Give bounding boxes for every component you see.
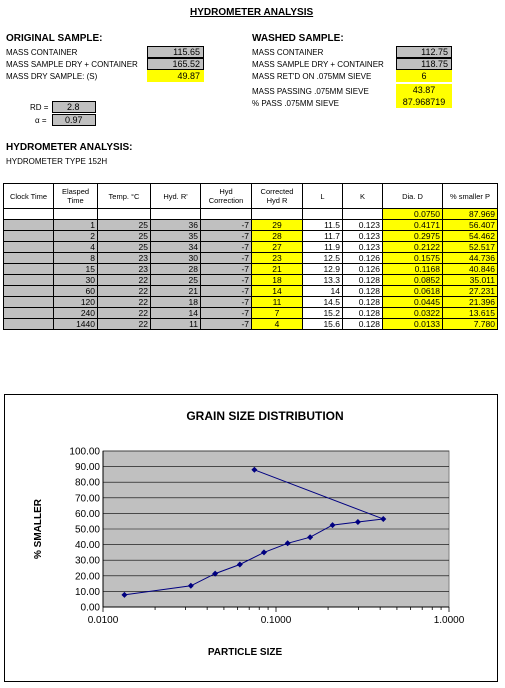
- table-cell-temp[interactable]: 22: [98, 297, 151, 308]
- table-cell-time[interactable]: 1440: [54, 319, 98, 330]
- table-cell: [4, 209, 54, 220]
- col-header-k: K: [343, 184, 383, 209]
- y-axis-label: % SMALLER: [33, 499, 44, 559]
- col-header-corrected-hyd-r: Corrected Hyd R: [252, 184, 303, 209]
- grain-size-chart: [5, 395, 497, 681]
- table-cell-corrected: 23: [252, 253, 303, 264]
- table-cell-corr[interactable]: -7: [201, 253, 252, 264]
- table-cell-hyd[interactable]: 21: [151, 286, 201, 297]
- table-cell-hyd[interactable]: 34: [151, 242, 201, 253]
- table-cell-clock-time[interactable]: [4, 297, 54, 308]
- table-cell-temp[interactable]: 22: [98, 275, 151, 286]
- y-tick-label: 10.00: [74, 586, 100, 598]
- table-cell-corrected: 18: [252, 275, 303, 286]
- table-cell-hyd[interactable]: 11: [151, 319, 201, 330]
- table-cell-dia: 0.4171: [383, 220, 443, 231]
- table-cell-k: 0.126: [343, 253, 383, 264]
- table-cell-temp[interactable]: 23: [98, 253, 151, 264]
- table-cell-corr[interactable]: -7: [201, 319, 252, 330]
- rd-label: RD =: [30, 103, 49, 112]
- table-cell-clock-time[interactable]: [4, 242, 54, 253]
- y-tick-label: 70.00: [74, 493, 100, 505]
- table-cell-clock-time[interactable]: [4, 253, 54, 264]
- table-cell-hyd[interactable]: 25: [151, 275, 201, 286]
- col-header-l: L: [303, 184, 343, 209]
- table-cell-clock-time[interactable]: [4, 319, 54, 330]
- table-cell-l: 15.2: [303, 308, 343, 319]
- table-cell-corrected: 21: [252, 264, 303, 275]
- table-cell-time[interactable]: 60: [54, 286, 98, 297]
- table-cell-hyd[interactable]: 30: [151, 253, 201, 264]
- table-cell-corr[interactable]: -7: [201, 297, 252, 308]
- table-cell-temp[interactable]: 22: [98, 308, 151, 319]
- table-cell-clock-time[interactable]: [4, 264, 54, 275]
- table-cell-corr[interactable]: -7: [201, 286, 252, 297]
- table-cell-corrected: 28: [252, 231, 303, 242]
- table-cell-l: 12.9: [303, 264, 343, 275]
- table-row: [4, 231, 498, 242]
- original-mass-sample-label: MASS SAMPLE DRY + CONTAINER: [6, 60, 138, 69]
- table-cell-temp[interactable]: 25: [98, 242, 151, 253]
- x-axis-label: PARTICLE SIZE: [207, 647, 283, 658]
- table-cell-pct: 44.736: [443, 253, 498, 264]
- col-header-hyd-r: Hyd. R': [151, 184, 201, 209]
- table-cell-dia: 0.0618: [383, 286, 443, 297]
- table-cell-corrected: 29: [252, 220, 303, 231]
- table-cell-dia: 0.0322: [383, 308, 443, 319]
- chart-frame: [4, 394, 498, 682]
- table-cell-l: 13.3: [303, 275, 343, 286]
- y-tick-label: 60.00: [74, 508, 100, 520]
- table-cell-temp[interactable]: 25: [98, 231, 151, 242]
- col-header-pct-smaller: % smaller P: [443, 184, 498, 209]
- table-cell-k: 0.128: [343, 275, 383, 286]
- washed-mass-container-value[interactable]: 112.75: [396, 46, 452, 58]
- table-cell-pct: 52.517: [443, 242, 498, 253]
- table-cell-dia: 0.0133: [383, 319, 443, 330]
- table-cell: [54, 209, 98, 220]
- col-header-clock-time: Clock Time: [4, 184, 54, 209]
- table-cell-corrected: 4: [252, 319, 303, 330]
- table-cell-k: 0.128: [343, 297, 383, 308]
- table-row: [4, 286, 498, 297]
- original-mass-sample-value[interactable]: 165.52: [147, 58, 204, 70]
- table-cell-corr[interactable]: -7: [201, 264, 252, 275]
- table-cell-corr[interactable]: -7: [201, 231, 252, 242]
- table-cell-time[interactable]: 8: [54, 253, 98, 264]
- table-cell-dia: 0.0445: [383, 297, 443, 308]
- table-header-row: [4, 184, 498, 209]
- table-cell-temp[interactable]: 23: [98, 264, 151, 275]
- table-cell-pct: 21.396: [443, 297, 498, 308]
- table-cell-temp[interactable]: 25: [98, 220, 151, 231]
- table-cell-temp[interactable]: 22: [98, 319, 151, 330]
- washed-pct-pass-value: 87.968719: [396, 96, 452, 108]
- washed-mass-sample-value[interactable]: 118.75: [396, 58, 452, 70]
- original-sample-heading: ORIGINAL SAMPLE:: [6, 33, 103, 44]
- x-tick-label: 0.0100: [87, 615, 119, 626]
- y-tick-label: 0.00: [80, 602, 100, 614]
- table-cell-corrected: 27: [252, 242, 303, 253]
- table-row: [4, 275, 498, 286]
- table-cell-pct: 27.231: [443, 286, 498, 297]
- washed-mass-sample-label: MASS SAMPLE DRY + CONTAINER: [252, 60, 384, 69]
- washed-retained-value: 6: [396, 70, 452, 82]
- table-cell-pct: 40.846: [443, 264, 498, 275]
- hydrometer-table: [3, 183, 498, 330]
- table-cell-clock-time[interactable]: [4, 275, 54, 286]
- table-cell-temp[interactable]: 22: [98, 286, 151, 297]
- col-header-dia: Dia. D: [383, 184, 443, 209]
- x-tick-label: 0.1000: [260, 615, 292, 626]
- table-cell-pct: 87.969: [443, 209, 498, 220]
- alpha-label: α =: [35, 116, 47, 125]
- y-tick-label: 80.00: [74, 477, 100, 489]
- table-cell-corrected: 7: [252, 308, 303, 319]
- table-cell: [343, 209, 383, 220]
- table-cell: [201, 209, 252, 220]
- table-row: [4, 297, 498, 308]
- table-cell-time[interactable]: 120: [54, 297, 98, 308]
- table-cell-l: 14: [303, 286, 343, 297]
- table-cell-clock-time[interactable]: [4, 286, 54, 297]
- table-cell-corr[interactable]: -7: [201, 275, 252, 286]
- table-cell-dia: 0.1575: [383, 253, 443, 264]
- table-cell-clock-time[interactable]: [4, 231, 54, 242]
- col-header-temp: Temp. °C: [98, 184, 151, 209]
- table-cell-dia: 0.0750: [383, 209, 443, 220]
- table-cell-l: 12.5: [303, 253, 343, 264]
- col-header-hyd-correction: Hyd Correction: [201, 184, 252, 209]
- table-cell-corr[interactable]: -7: [201, 308, 252, 319]
- table-cell-k: 0.128: [343, 308, 383, 319]
- table-cell-dia: 0.2975: [383, 231, 443, 242]
- table-cell-l: 11.9: [303, 242, 343, 253]
- table-cell-k: 0.128: [343, 286, 383, 297]
- table-row: [4, 253, 498, 264]
- washed-pct-pass-label: % PASS .075MM SIEVE: [252, 99, 339, 108]
- table-cell-time[interactable]: 15: [54, 264, 98, 275]
- rd-value[interactable]: 2.8: [52, 101, 96, 113]
- washed-mass-container-label: MASS CONTAINER: [252, 48, 324, 57]
- table-cell: [98, 209, 151, 220]
- table-cell-pct: 13.615: [443, 308, 498, 319]
- y-tick-label: 30.00: [74, 555, 100, 567]
- table-cell-l: 14.5: [303, 297, 343, 308]
- table-cell-k: 0.123: [343, 220, 383, 231]
- table-cell-pct: 35.011: [443, 275, 498, 286]
- table-cell-pct: 54.462: [443, 231, 498, 242]
- original-dry-sample-value: 49.87: [147, 70, 204, 82]
- hydrometer-heading: HYDROMETER ANALYSIS:: [6, 142, 133, 153]
- page-title: HYDROMETER ANALYSIS: [190, 7, 314, 18]
- alpha-value[interactable]: 0.97: [52, 114, 96, 126]
- table-cell-l: 11.5: [303, 220, 343, 231]
- chart-title: GRAIN SIZE DISTRIBUTION: [186, 409, 344, 423]
- table-cell-clock-time[interactable]: [4, 308, 54, 319]
- table-cell-hyd[interactable]: 14: [151, 308, 201, 319]
- washed-sample-heading: WASHED SAMPLE:: [252, 33, 344, 44]
- original-dry-sample-label: MASS DRY SAMPLE: (S): [6, 72, 98, 81]
- table-cell-k: 0.128: [343, 319, 383, 330]
- y-tick-label: 90.00: [74, 462, 100, 474]
- table-cell-k: 0.123: [343, 231, 383, 242]
- table-cell-dia: 0.2122: [383, 242, 443, 253]
- table-cell-corr[interactable]: -7: [201, 220, 252, 231]
- table-cell-pct: 7.780: [443, 319, 498, 330]
- table-cell-time[interactable]: 2: [54, 231, 98, 242]
- table-row: [4, 319, 498, 330]
- original-mass-container-value[interactable]: 115.65: [147, 46, 204, 58]
- table-row: [4, 308, 498, 319]
- table-cell: [252, 209, 303, 220]
- washed-retained-label: MASS RET'D ON .075MM SIEVE: [252, 72, 372, 81]
- table-cell-hyd[interactable]: 18: [151, 297, 201, 308]
- table-cell-time[interactable]: 1: [54, 220, 98, 231]
- x-tick-label: 1.0000: [433, 615, 465, 626]
- original-mass-container-label: MASS CONTAINER: [6, 48, 78, 57]
- table-cell-l: 11.7: [303, 231, 343, 242]
- hydrometer-type: HYDROMETER TYPE 152H: [6, 157, 108, 166]
- table-cell: [303, 209, 343, 220]
- table-cell-k: 0.123: [343, 242, 383, 253]
- table-cell-hyd[interactable]: 36: [151, 220, 201, 231]
- table-cell-hyd[interactable]: 28: [151, 264, 201, 275]
- table-row-initial: [4, 209, 498, 220]
- table-cell-l: 15.6: [303, 319, 343, 330]
- washed-passing-value: 43.87: [396, 84, 452, 96]
- y-tick-label: 20.00: [74, 571, 100, 583]
- washed-passing-label: MASS PASSING .075MM SIEVE: [252, 87, 369, 96]
- table-cell-time[interactable]: 4: [54, 242, 98, 253]
- table-cell-dia: 0.0852: [383, 275, 443, 286]
- table-cell-pct: 56.407: [443, 220, 498, 231]
- col-header-elapsed-time: Elasped Time: [54, 184, 98, 209]
- table-cell-corrected: 14: [252, 286, 303, 297]
- table-row: [4, 220, 498, 231]
- y-tick-label: 50.00: [74, 524, 100, 536]
- table-cell-time[interactable]: 30: [54, 275, 98, 286]
- y-tick-label: 100.00: [69, 446, 100, 458]
- table-cell-corr[interactable]: -7: [201, 242, 252, 253]
- table-cell-time[interactable]: 240: [54, 308, 98, 319]
- table-cell-k: 0.126: [343, 264, 383, 275]
- table-cell-clock-time[interactable]: [4, 220, 54, 231]
- table-cell-hyd[interactable]: 35: [151, 231, 201, 242]
- table-row: [4, 264, 498, 275]
- table-cell-dia: 0.1168: [383, 264, 443, 275]
- table-cell: [151, 209, 201, 220]
- table-row: [4, 242, 498, 253]
- table-cell-corrected: 11: [252, 297, 303, 308]
- y-tick-label: 40.00: [74, 540, 100, 552]
